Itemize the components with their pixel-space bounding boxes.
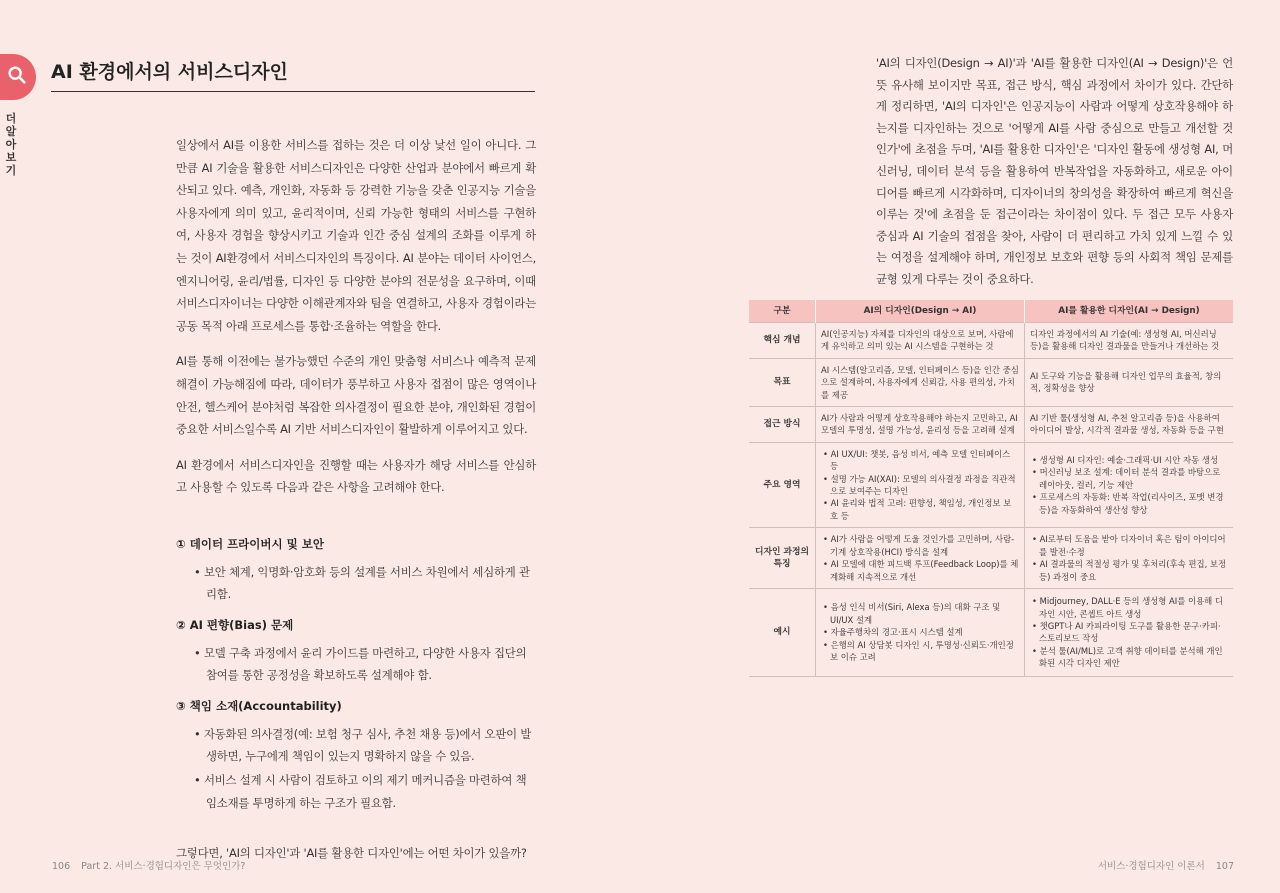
table-cell <box>1025 442 1234 527</box>
consideration-item: • 서비스 설계 시 사람이 검토하고 이의 제기 메커니즘을 마련하여 책임소재를 투명하게 하는 구조가 필요함. <box>194 773 527 810</box>
table-row <box>749 407 1233 443</box>
table-header-cell: AI를 활용한 디자인(AI → Design) <box>1025 300 1234 323</box>
page-number: 107 <box>1215 861 1234 872</box>
table-cell-text: 은행의 AI 상담봇 디자인 시, 투명성·신뢰도·개인정보 이슈 고려 <box>830 639 1014 663</box>
table-cell-text: AI가 사람을 어떻게 도울 것인가를 고민하며, 사람-기계 상호작용(HCI) 방식을 설계 <box>830 534 1015 557</box>
table-cell-bullet: • 은행의 AI 상담봇 디자인 시, 투명성·신뢰도·개인정보 이슈 고려 <box>823 639 1014 663</box>
closing-question: 그렇다면, 'AI의 디자인'과 'AI를 활용한 디자인'에는 어떤 차이가 있을까? <box>176 846 527 861</box>
table-cell-bullet: • AI 결과물의 적절성 평가 및 후처리(후속 편집, 보정 등) 과정이 중요 <box>1032 559 1227 582</box>
table-cell-text: 생성형 AI 디자인: 예술·그래픽·UI 시안 자동 생성 <box>1039 455 1219 466</box>
table-cell-text: 디자인 과정에서의 AI 기술(예: 생성형 AI, 머신러닝 등)을 활용해 디자인 결과물을 만들거나 개선하는 것 <box>1030 329 1220 352</box>
left-body <box>176 134 536 878</box>
section-tab-label: 더 알 아 보 기 <box>5 112 17 177</box>
table-cell <box>1025 588 1234 676</box>
table-cell-bullet: • Midjourney, DALL·E 등의 생성형 AI를 이용해 디자인 시안, 콘셉트 아트 생성 <box>1032 596 1224 619</box>
consideration-item: • 보안 체계, 익명화·암호화 등의 설계를 서비스 차원에서 세심하게 관리함. <box>194 564 530 602</box>
table-cell-bullet: • AI 모델에 대한 피드백 루프(Feedback Loop)를 체계화해 지속적으로 개선 <box>823 559 1019 582</box>
search-icon <box>6 64 28 90</box>
right-body <box>876 53 1233 291</box>
table-cell-text: AI 윤리와 법적 고려: 편향성, 책임성, 개인정보 보호 등 <box>830 498 1012 521</box>
table-cell-bullet: • AI 윤리와 법적 고려: 편향성, 책임성, 개인정보 보호 등 <box>823 498 1012 521</box>
table-header-cell: AI의 디자인(Design → AI) <box>816 300 1025 323</box>
table-cell-text: 프로세스의 자동화: 반복 작업(리사이즈, 포맷 변경 등)을 자동화하여 생산성 향상 <box>1039 492 1224 515</box>
table-cell <box>816 528 1025 589</box>
table-cell-text: AI 기반 툴(생성형 AI, 추천 알고리즘 등)을 사용하여 아이디어 발상, 시각적 결과물 생성, 자동화 등을 구현 <box>1030 413 1224 436</box>
table-cell-bullet: • 프로세스의 자동화: 반복 작업(리사이즈, 포맷 변경 등)을 자동화하여 생산성 향상 <box>1032 492 1224 515</box>
table-cell <box>816 442 1025 527</box>
table-cell-bullet: • 설명 가능 AI(XAI): 모델의 의사결정 과정을 직관적으로 보여주는 디자인 <box>823 473 1016 497</box>
table-cell-bullet: • 머신러닝 보조 설계: 데이터 분석 결과를 바탕으로 레이아웃, 컬러, 기능 제안 <box>1032 467 1221 490</box>
table-cell-text: AI로부터 도움을 받아 디자이너 혹은 팀이 아이디어를 발전·수정 <box>1039 534 1226 557</box>
table-cell-text: AI 결과물의 적절성 평가 및 후처리(후속 편집, 보정 등) 과정이 중요 <box>1039 559 1227 582</box>
table-cell-text: AI 시스템(알고리즘, 모델, 인터페이스 등)을 인간 중심으로 설계하여, 사용자에게 신뢰감, 사용 편의성, 가치를 제공 <box>821 364 1019 400</box>
table-row <box>749 528 1233 589</box>
table-cell-text: AI(인공지능) 자체를 디자인의 대상으로 보며, 사람에게 유익하고 의미 있는 AI 시스템을 구현하는 것 <box>821 329 1014 352</box>
table-cell-bullet: • 음성 인식 비서(Siri, Alexa 등)의 대화 구조 및 UI/UX 설계 <box>823 602 1001 625</box>
table-row-label: 핵심 개념 <box>749 323 816 359</box>
table-row <box>749 588 1233 676</box>
table-cell <box>1025 358 1234 406</box>
table-row <box>749 323 1233 359</box>
body-paragraph: AI 환경에서 서비스디자인을 진행할 때는 사용자가 해당 서비스를 안심하고 사용할 수 있도록 다음과 같은 사항을 고려해야 한다. <box>176 457 536 495</box>
table-cell-bullet: • 챗GPT나 AI 카피라이팅 도구를 활용한 문구·카피·스토리보드 작성 <box>1032 621 1221 644</box>
table-row <box>749 358 1233 406</box>
table-cell <box>1025 528 1234 589</box>
consideration-heading: ② AI 편향(Bias) 문제 <box>176 617 294 632</box>
table-cell <box>1025 323 1234 359</box>
footer-left <box>52 858 245 872</box>
table-cell-text: 챗GPT나 AI 카피라이팅 도구를 활용한 문구·카피·스토리보드 작성 <box>1039 621 1221 644</box>
table-cell-bullet: • 생성형 AI 디자인: 예술·그래픽·UI 시안 자동 생성 <box>1032 455 1219 466</box>
body-paragraph: AI를 통해 이전에는 불가능했던 수준의 개인 맞춤형 서비스나 예측적 문제 해결이 가능해짐에 따라, 데이터가 풍부하고 사용자 접점이 많은 영역이나 안전, 헬스케어 분야처럼 복잡한 의사결정이 필요한 분야, 개인화된 경험이 중요한 서비스일수록 AI 기반 서비스디자인이 활발하게 이루어지고 있다. <box>176 354 536 437</box>
table-cell-bullet: • 분석 툴(AI/ML)로 고객 취향 데이터를 분석해 개인화된 시각 디자인 제안 <box>1032 645 1223 669</box>
table-cell-text: AI UX/UI: 챗봇, 음성 비서, 예측 모델 인터페이스 등 <box>830 448 1011 472</box>
table-header-row <box>749 300 1233 323</box>
table-cell-text: AI 도구와 기능을 활용해 디자인 업무의 효율적, 창의적, 정확성을 향상 <box>1030 371 1222 394</box>
table-cell-text: AI 모델에 대한 피드백 루프(Feedback Loop)를 체계화해 지속적으로 개선 <box>830 559 1019 582</box>
body-paragraph: 일상에서 AI를 이용한 서비스를 접하는 것은 더 이상 낯선 일이 아니다. 그만큼 AI 기술을 활용한 서비스디자인은 다양한 산업과 분야에서 빠르게 확산되고 있다. 예측, 개인화, 자동화 등 강력한 기능을 갖춘 인공지능 기술을 사용자에게 의미 있고, 윤리적이며, 신뢰 가능한 형태의 서비스를 구현하여, 사용자 경험을 향상시키고 기술과 인간 중심 설계의 조화를 이루게 하는 것이 AI환경에서 서비스디자인의 특징이다. AI 분야는 데이터 사이언스, 엔지니어링, 윤리/법률, 디자인 등 다양한 분야의 전문성을 요구하며, 이때 서비스디자이너는 다양한 이해관계자와 팀을 연결하고, 사용자 경험이라는 공동 목적 아래 프로세스를 통합·조율하는 역할을 한다. <box>176 138 536 333</box>
consideration-heading: ③ 책임 소재(Accountability) <box>176 698 342 713</box>
table-cell-text: Midjourney, DALL·E 등의 생성형 AI를 이용해 디자인 시안, 콘셉트 아트 생성 <box>1039 596 1224 619</box>
table-cell <box>816 358 1025 406</box>
table-cell-text: 분석 툴(AI/ML)로 고객 취향 데이터를 분석해 개인화된 시각 디자인 제안 <box>1039 645 1223 669</box>
page-title: AI 환경에서의 서비스디자인 <box>51 57 535 92</box>
consideration-heading: ① 데이터 프라이버시 및 보안 <box>176 536 324 551</box>
table-cell <box>816 407 1025 443</box>
table-cell <box>816 588 1025 676</box>
consideration-item: • 자동화된 의사결정(예: 보험 청구 심사, 추천 채용 등)에서 오판이 발생하면, 누구에게 책임이 있는지 명확하지 않을 수 있음. <box>194 726 532 763</box>
table-row-label: 주요 영역 <box>749 442 816 527</box>
table-cell <box>1025 407 1234 443</box>
table-row-label: 디자인 과정의 특징 <box>749 528 816 589</box>
table-row <box>749 442 1233 527</box>
table-cell-text: AI가 사람과 어떻게 상호작용해야 하는지 고민하고, AI 모델의 투명성, 설명 가능성, 윤리성 등을 고려해 설계 <box>821 413 1018 436</box>
table-cell-bullet: • AI UX/UI: 챗봇, 음성 비서, 예측 모델 인터페이스 등 <box>823 448 1011 472</box>
table-cell <box>816 323 1025 359</box>
footer-right <box>1098 858 1234 872</box>
consideration-item: • 모델 구축 과정에서 윤리 가이드를 마련하고, 다양한 사용자 집단의 참여를 통한 공정성을 확보하도록 설계해야 함. <box>194 645 527 683</box>
body-paragraph: 'AI의 디자인(Design → AI)'과 'AI를 활용한 디자인(AI → Design)'은 언뜻 유사해 보이지만 목표, 접근 방식, 핵심 과정에서 차이가 있다. 간단하게 정리하면, 'AI의 디자인'은 인공지능이 사람과 어떻게 상호작용해야 하는지를 디자인하는 것으로 '어떻게 AI를 사람 중심으로 만들고 개선할 것인가'에 초점을 두며, 'AI를 활용한 디자인'은 '디자인 활동에 생성형 AI, 머신러닝, 데이터 분석 등을 활용하여 반복작업을 자동화하고, 새로운 아이디어를 빠르게 시각화하며, 디자이너의 창의성을 확장하여 빠르게 혁신을 이루는 것'에 초점을 둔 접근이라는 차이점이 있다. 두 접근 모두 사용자 중심과 AI 기술의 접점을 찾아, 사람이 더 편리하고 가치 있게 느낄 수 있는 여정을 설계해야 하며, 개인정보 보호와 편향 등의 사회적 책임 문제를 균형 있게 다루는 것이 중요하다. <box>876 56 1233 286</box>
table-cell-bullet: • AI로부터 도움을 받아 디자이너 혹은 팀이 아이디어를 발전·수정 <box>1032 534 1226 557</box>
table-cell-text: 머신러닝 보조 설계: 데이터 분석 결과를 바탕으로 레이아웃, 컬러, 기능 제안 <box>1039 467 1221 490</box>
consideration-list <box>176 533 536 814</box>
table-cell-bullet: • 자율주행차의 경고·표시 시스템 설계 <box>823 627 963 638</box>
running-head: 서비스·경험디자인 이론서 <box>1097 861 1205 872</box>
table-row-label: 접근 방식 <box>749 407 816 443</box>
table-cell-text: 자율주행차의 경고·표시 시스템 설계 <box>830 627 963 638</box>
table-row-label: 목표 <box>749 358 816 406</box>
table-cell-text: 음성 인식 비서(Siri, Alexa 등)의 대화 구조 및 UI/UX 설계 <box>830 602 1001 625</box>
comparison-table <box>749 300 1233 677</box>
table-cell-text: 설명 가능 AI(XAI): 모델의 의사결정 과정을 직관적으로 보여주는 디자인 <box>830 473 1016 497</box>
table-header-cell: 구분 <box>749 300 816 323</box>
section-tab <box>0 54 36 100</box>
table-cell-bullet: • AI가 사람을 어떻게 도울 것인가를 고민하며, 사람-기계 상호작용(HCI) 방식을 설계 <box>823 534 1015 557</box>
page-number: 106 <box>52 861 71 872</box>
table-row-label: 예시 <box>749 588 816 676</box>
running-head: Part 2. 서비스·경험디자인은 무엇인가? <box>81 861 246 872</box>
